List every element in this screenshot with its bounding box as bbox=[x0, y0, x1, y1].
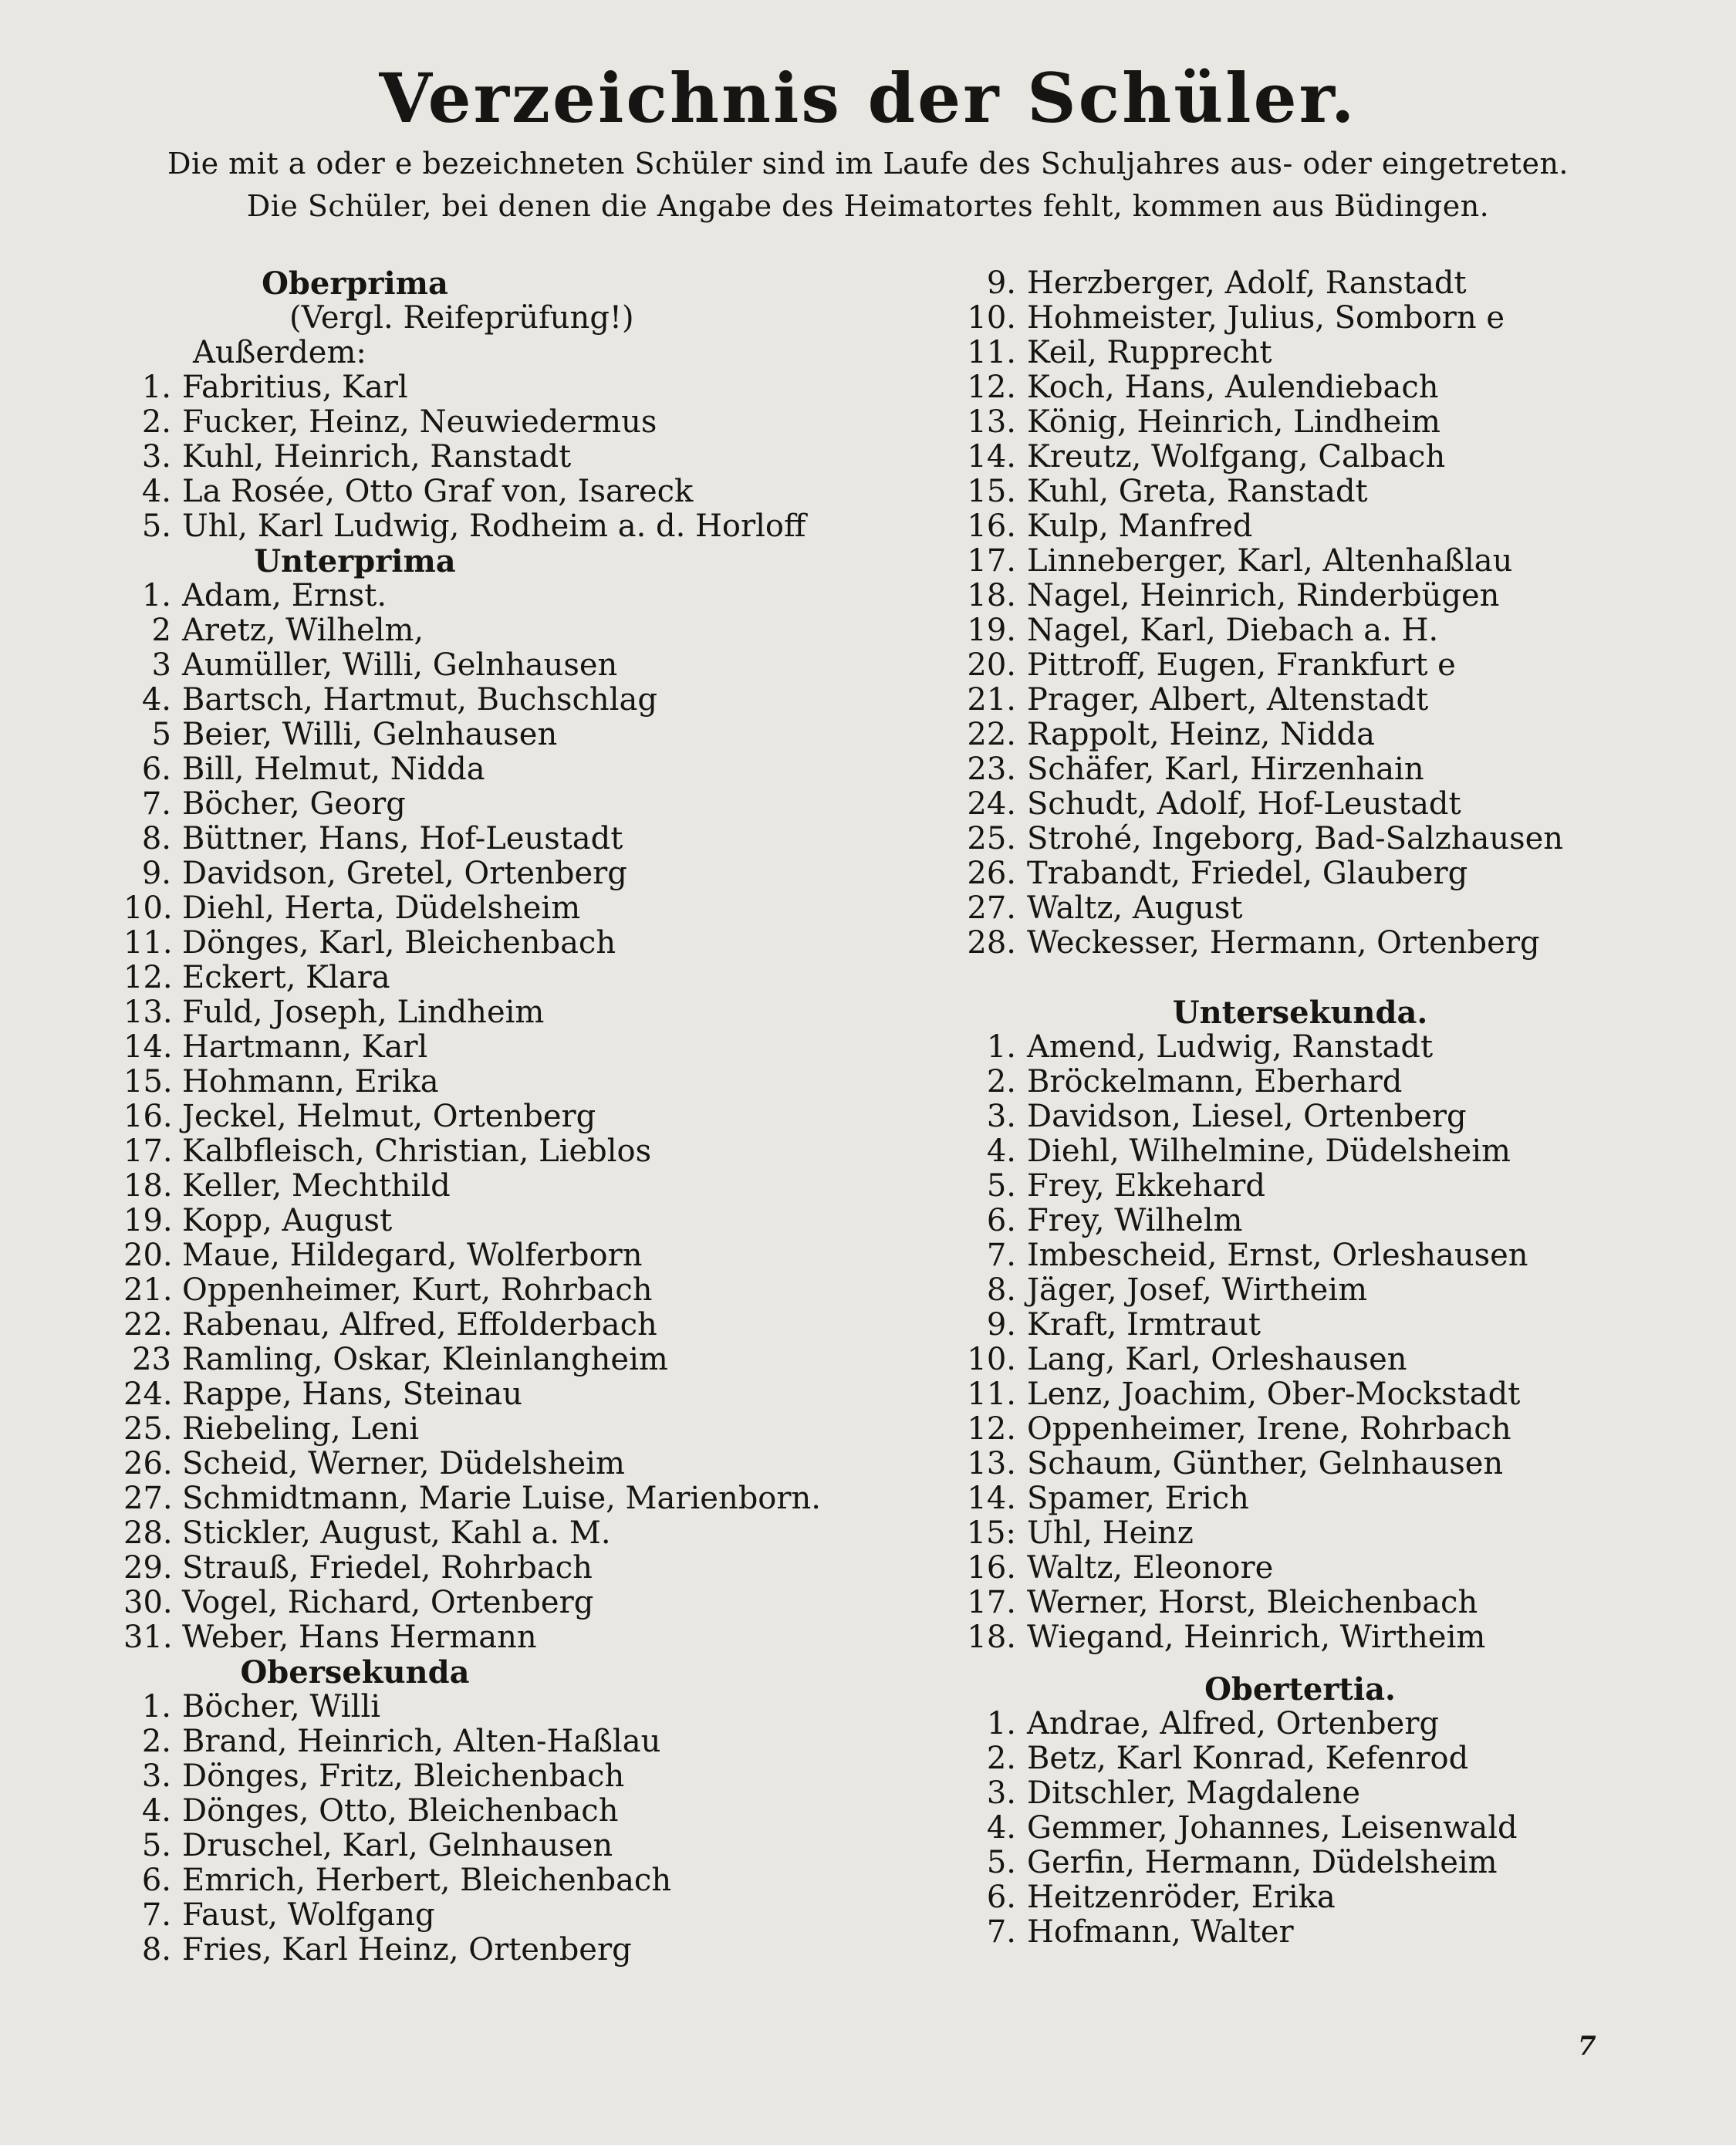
list-item-number: 16. bbox=[967, 508, 1016, 544]
list-item bbox=[953, 1880, 1678, 1915]
list-item-number: 7. bbox=[141, 786, 171, 822]
list-item bbox=[953, 1776, 1678, 1811]
student-entry: Diehl, Wilhelmine, Düdelsheim bbox=[1027, 1133, 1511, 1169]
list-item bbox=[953, 475, 1678, 509]
list-item-number: 8. bbox=[986, 1272, 1016, 1308]
list-item-number: 7. bbox=[986, 1238, 1016, 1273]
list-item bbox=[123, 509, 833, 544]
list-item-number: 23. bbox=[967, 752, 1016, 787]
student-entry: Eckert, Klara bbox=[182, 960, 390, 995]
list-item bbox=[123, 1447, 833, 1481]
list-item bbox=[953, 822, 1678, 856]
student-entry: Ramling, Oskar, Kleinlangheim bbox=[182, 1342, 668, 1377]
student-entry: Andrae, Alfred, Ortenberg bbox=[1027, 1706, 1440, 1741]
student-entry: Bröckelmann, Eberhard bbox=[1027, 1064, 1403, 1100]
student-entry: Werner, Horst, Bleichenbach bbox=[1027, 1585, 1478, 1620]
student-entry: Hohmann, Erika bbox=[182, 1064, 439, 1100]
list-item bbox=[953, 1204, 1678, 1238]
list-item-number: 10. bbox=[123, 890, 173, 926]
student-entry: Uhl, Karl Ludwig, Rodheim a. d. Horloff bbox=[182, 508, 806, 544]
list-item bbox=[953, 856, 1678, 891]
list-item bbox=[123, 1586, 833, 1620]
list-item-number: 22. bbox=[123, 1307, 173, 1343]
student-entry: Davidson, Liesel, Ortenberg bbox=[1027, 1099, 1467, 1134]
list-item bbox=[123, 752, 833, 787]
list-item bbox=[123, 1100, 833, 1134]
list-item-number: 26. bbox=[123, 1446, 173, 1481]
list-item-number: 15. bbox=[967, 474, 1016, 509]
student-entry: Scheid, Werner, Düdelsheim bbox=[182, 1446, 625, 1481]
student-entry: Büttner, Hans, Hof-Leustadt bbox=[182, 821, 623, 856]
list-item-number: 3. bbox=[986, 1775, 1016, 1811]
student-entry: Frey, Ekkehard bbox=[1027, 1168, 1265, 1204]
student-entry: Koch, Hans, Aulendiebach bbox=[1027, 370, 1439, 405]
list-item-number: 28. bbox=[967, 925, 1016, 961]
section-title-oberprima: Oberprima bbox=[262, 265, 448, 302]
student-entry: Schmidtmann, Marie Luise, Marienborn. bbox=[182, 1481, 821, 1516]
list-item bbox=[123, 1030, 833, 1065]
student-entry: Heitzenröder, Erika bbox=[1027, 1880, 1336, 1915]
student-entry: Schäfer, Karl, Hirzenhain bbox=[1027, 752, 1424, 787]
list-item bbox=[953, 1846, 1678, 1880]
list-item bbox=[123, 995, 833, 1030]
student-entry: Imbescheid, Ernst, Orleshausen bbox=[1027, 1238, 1528, 1273]
list-item bbox=[123, 1690, 833, 1724]
list-item bbox=[123, 1516, 833, 1551]
list-item bbox=[123, 1863, 833, 1898]
list-item bbox=[123, 1204, 833, 1238]
list-item-number: 15: bbox=[966, 1515, 1016, 1551]
student-entry: Amend, Ludwig, Ranstadt bbox=[1027, 1029, 1434, 1065]
student-entry: Weckesser, Hermann, Ortenberg bbox=[1027, 925, 1540, 961]
list-item bbox=[953, 405, 1678, 440]
list-item-number: 1. bbox=[141, 578, 171, 613]
list-item-number: 3. bbox=[986, 1099, 1016, 1134]
list-item bbox=[953, 891, 1678, 926]
list-item-number: 27. bbox=[123, 1481, 173, 1516]
list-item-number: 2. bbox=[141, 404, 171, 440]
student-entry: La Rosée, Otto Graf von, Isareck bbox=[182, 474, 694, 509]
student-entry: Fabritius, Karl bbox=[182, 370, 408, 405]
list-item-number: 25. bbox=[123, 1411, 173, 1447]
student-list-obertertia bbox=[953, 1707, 1678, 1950]
list-item bbox=[123, 718, 833, 752]
student-entry: Rabenau, Alfred, Effolderbach bbox=[182, 1307, 657, 1343]
list-item-number: 4. bbox=[986, 1810, 1016, 1846]
student-entry: Stickler, August, Kahl a. M. bbox=[182, 1515, 611, 1551]
list-item bbox=[953, 683, 1678, 718]
list-item bbox=[123, 1308, 833, 1343]
list-item bbox=[953, 1481, 1678, 1516]
student-entry: Maue, Hildegard, Wolferborn bbox=[182, 1238, 643, 1273]
student-list-obersekunda-right bbox=[953, 266, 1678, 961]
student-entry: Faust, Wolfgang bbox=[182, 1897, 435, 1933]
student-entry: Trabandt, Friedel, Glauberg bbox=[1027, 856, 1468, 891]
list-item-number: 24. bbox=[123, 1377, 173, 1412]
student-entry: Vogel, Richard, Ortenberg bbox=[182, 1585, 594, 1620]
list-item bbox=[123, 1933, 833, 1968]
list-item-number: 13. bbox=[967, 1446, 1016, 1481]
list-item bbox=[953, 1741, 1678, 1776]
list-item bbox=[123, 1273, 833, 1308]
list-item bbox=[123, 1134, 833, 1169]
list-item bbox=[953, 1030, 1678, 1065]
section-title-obertertia: Obertertia. bbox=[1204, 1671, 1396, 1708]
student-entry: Lang, Karl, Orleshausen bbox=[1027, 1342, 1407, 1377]
list-item-number: 2 bbox=[151, 613, 171, 648]
student-entry: Oppenheimer, Kurt, Rohrbach bbox=[182, 1272, 653, 1308]
list-item bbox=[953, 579, 1678, 613]
list-item bbox=[123, 613, 833, 648]
student-entry: Kulp, Manfred bbox=[1027, 508, 1253, 544]
list-item-number: 12. bbox=[967, 370, 1016, 405]
list-item bbox=[953, 509, 1678, 544]
student-entry: Jäger, Josef, Wirtheim bbox=[1027, 1272, 1367, 1308]
student-entry: Aretz, Wilhelm, bbox=[182, 613, 424, 648]
student-entry: Emrich, Herbert, Bleichenbach bbox=[182, 1863, 672, 1898]
list-item-number: 18. bbox=[123, 1168, 173, 1204]
list-item bbox=[123, 405, 833, 440]
list-item bbox=[123, 1620, 833, 1655]
list-item-number: 1. bbox=[986, 1706, 1016, 1741]
list-item bbox=[953, 1586, 1678, 1620]
list-item bbox=[123, 1377, 833, 1412]
list-item-number: 1. bbox=[141, 1689, 171, 1724]
list-item bbox=[953, 1134, 1678, 1169]
student-entry: Prager, Albert, Altenstadt bbox=[1027, 682, 1429, 718]
student-entry: Schudt, Adolf, Hof-Leustadt bbox=[1027, 786, 1461, 822]
list-item bbox=[953, 1377, 1678, 1412]
student-entry: Nagel, Heinrich, Rinderbügen bbox=[1027, 578, 1500, 613]
student-list-oberprima bbox=[123, 370, 833, 544]
list-item-number: 9. bbox=[986, 1307, 1016, 1343]
list-item bbox=[123, 856, 833, 891]
section-title-obersekunda: Obersekunda bbox=[240, 1654, 470, 1691]
list-item bbox=[953, 544, 1678, 579]
student-entry: Rappe, Hans, Steinau bbox=[182, 1377, 522, 1412]
oberprima-extra: Außerdem: bbox=[193, 335, 366, 370]
intro-note-hometown: Die Schüler, bei denen die Angabe des Heimatortes fehlt, kommen aus Büdingen. bbox=[246, 189, 1490, 223]
student-entry: Keil, Rupprecht bbox=[1027, 335, 1272, 370]
list-item bbox=[953, 1308, 1678, 1343]
list-item-number: 7. bbox=[141, 1897, 171, 1933]
list-item-number: 6. bbox=[986, 1203, 1016, 1238]
student-entry: Kuhl, Heinrich, Ranstadt bbox=[182, 439, 572, 475]
list-item bbox=[953, 266, 1678, 301]
student-entry: Fucker, Heinz, Neuwiedermus bbox=[182, 404, 657, 440]
list-item bbox=[953, 1169, 1678, 1204]
list-item bbox=[123, 370, 833, 405]
list-item bbox=[123, 891, 833, 926]
list-item-number: 17. bbox=[967, 1585, 1016, 1620]
list-item bbox=[123, 440, 833, 475]
student-entry: Strauß, Friedel, Rohrbach bbox=[182, 1550, 593, 1586]
student-entry: Aumüller, Willi, Gelnhausen bbox=[182, 647, 618, 683]
list-item-number: 17. bbox=[123, 1133, 173, 1169]
list-item-number: 5. bbox=[141, 508, 171, 544]
student-entry: Davidson, Gretel, Ortenberg bbox=[182, 856, 627, 891]
list-item-number: 12. bbox=[967, 1411, 1016, 1447]
list-item-number: 23 bbox=[132, 1342, 171, 1377]
list-item bbox=[953, 1915, 1678, 1950]
list-item-number: 17. bbox=[967, 543, 1016, 579]
student-entry: Gerfin, Hermann, Düdelsheim bbox=[1027, 1845, 1498, 1880]
student-entry: Dönges, Karl, Bleichenbach bbox=[182, 925, 616, 961]
student-entry: Nagel, Karl, Diebach a. H. bbox=[1027, 613, 1439, 648]
list-item-number: 11. bbox=[967, 335, 1016, 370]
list-item-number: 11. bbox=[123, 925, 173, 961]
student-entry: Kalbfleisch, Christian, Lieblos bbox=[182, 1133, 652, 1169]
list-item-number: 20. bbox=[967, 647, 1016, 683]
student-entry: Betz, Karl Konrad, Kefenrod bbox=[1027, 1741, 1469, 1776]
list-item-number: 15. bbox=[123, 1064, 173, 1100]
list-item bbox=[953, 613, 1678, 648]
student-entry: Diehl, Herta, Düdelsheim bbox=[182, 890, 581, 926]
list-item-number: 3. bbox=[141, 439, 171, 475]
list-item-number: 11. bbox=[967, 1377, 1016, 1412]
list-item bbox=[953, 926, 1678, 961]
list-item bbox=[953, 648, 1678, 683]
list-item-number: 5. bbox=[986, 1845, 1016, 1880]
list-item bbox=[953, 718, 1678, 752]
list-item-number: 8. bbox=[141, 1932, 171, 1968]
list-item-number: 9. bbox=[986, 265, 1016, 301]
list-item-number: 2. bbox=[986, 1064, 1016, 1100]
list-item bbox=[953, 440, 1678, 475]
student-entry: Kopp, August bbox=[182, 1203, 393, 1238]
student-entry: Kraft, Irmtraut bbox=[1027, 1307, 1261, 1343]
list-item-number: 2. bbox=[986, 1741, 1016, 1776]
student-entry: Lenz, Joachim, Ober-Mockstadt bbox=[1027, 1377, 1521, 1412]
list-item-number: 26. bbox=[967, 856, 1016, 891]
student-entry: Keller, Mechthild bbox=[182, 1168, 451, 1204]
student-entry: Rappolt, Heinz, Nidda bbox=[1027, 717, 1375, 752]
list-item-number: 20. bbox=[123, 1238, 173, 1273]
list-item bbox=[123, 1412, 833, 1447]
list-item bbox=[953, 1343, 1678, 1377]
list-item-number: 29. bbox=[123, 1550, 173, 1586]
list-item-number: 1. bbox=[141, 370, 171, 405]
student-entry: Kuhl, Greta, Ranstadt bbox=[1027, 474, 1368, 509]
list-item-number: 13. bbox=[123, 995, 173, 1030]
list-item bbox=[953, 1412, 1678, 1447]
list-item bbox=[123, 1898, 833, 1933]
list-item bbox=[123, 1829, 833, 1863]
list-item bbox=[123, 961, 833, 995]
list-item bbox=[123, 475, 833, 509]
left-column bbox=[123, 266, 833, 1968]
list-item-number: 4. bbox=[141, 682, 171, 718]
list-item-number: 8. bbox=[141, 821, 171, 856]
list-item-number: 24. bbox=[967, 786, 1016, 822]
list-item bbox=[953, 1551, 1678, 1586]
list-item bbox=[953, 1238, 1678, 1273]
student-entry: Riebeling, Leni bbox=[182, 1411, 420, 1447]
list-item bbox=[953, 1620, 1678, 1655]
list-item-number: 5. bbox=[986, 1168, 1016, 1204]
list-item bbox=[953, 1100, 1678, 1134]
list-item-number: 6. bbox=[141, 1863, 171, 1898]
list-item bbox=[953, 1447, 1678, 1481]
student-entry: Hohmeister, Julius, Somborn e bbox=[1027, 300, 1505, 336]
list-item bbox=[123, 1238, 833, 1273]
list-item bbox=[123, 822, 833, 856]
list-item-number: 13. bbox=[967, 404, 1016, 440]
student-entry: Beier, Willi, Gelnhausen bbox=[182, 717, 558, 752]
list-item-number: 25. bbox=[967, 821, 1016, 856]
list-item bbox=[123, 648, 833, 683]
student-entry: Bartsch, Hartmut, Buchschlag bbox=[182, 682, 657, 718]
student-entry: Pittroff, Eugen, Frankfurt e bbox=[1027, 647, 1456, 683]
list-item bbox=[123, 1759, 833, 1794]
list-item bbox=[123, 1724, 833, 1759]
list-item-number: 3 bbox=[151, 647, 171, 683]
student-list-obersekunda-left bbox=[123, 1690, 833, 1968]
list-item-number: 5 bbox=[151, 717, 171, 752]
student-entry: Waltz, Eleonore bbox=[1027, 1550, 1274, 1586]
list-item-number: 10. bbox=[967, 1342, 1016, 1377]
list-item-number: 14. bbox=[123, 1029, 173, 1065]
list-item-number: 6. bbox=[141, 752, 171, 787]
list-item bbox=[123, 579, 833, 613]
student-entry: Linneberger, Karl, Altenhaßlau bbox=[1027, 543, 1513, 579]
list-item-number: 3. bbox=[141, 1758, 171, 1794]
student-entry: Waltz, August bbox=[1027, 890, 1243, 926]
student-list-unterprima bbox=[123, 579, 833, 1655]
list-item-number: 14. bbox=[967, 1481, 1016, 1516]
list-item-number: 27. bbox=[967, 890, 1016, 926]
list-item-number: 21. bbox=[123, 1272, 173, 1308]
student-entry: Hofmann, Walter bbox=[1027, 1914, 1294, 1950]
list-item-number: 16. bbox=[123, 1099, 173, 1134]
list-item bbox=[953, 787, 1678, 822]
student-list-untersekunda bbox=[953, 1030, 1678, 1655]
list-item-number: 12. bbox=[123, 960, 173, 995]
list-item bbox=[123, 1794, 833, 1829]
student-entry: Spamer, Erich bbox=[1027, 1481, 1249, 1516]
list-item-number: 4. bbox=[986, 1133, 1016, 1169]
student-entry: Fuld, Joseph, Lindheim bbox=[182, 995, 545, 1030]
list-item-number: 22. bbox=[967, 717, 1016, 752]
student-entry: Strohé, Ingeborg, Bad-Salzhausen bbox=[1027, 821, 1564, 856]
student-entry: Hartmann, Karl bbox=[182, 1029, 428, 1065]
list-item bbox=[953, 1811, 1678, 1846]
list-item-number: 21. bbox=[967, 682, 1016, 718]
list-item-number: 14. bbox=[967, 439, 1016, 475]
student-entry: Frey, Wilhelm bbox=[1027, 1203, 1243, 1238]
list-item-number: 4. bbox=[141, 474, 171, 509]
list-item bbox=[953, 1065, 1678, 1100]
list-item bbox=[953, 301, 1678, 336]
student-entry: Gemmer, Johannes, Leisenwald bbox=[1027, 1810, 1518, 1846]
section-title-unterprima: Unterprima bbox=[254, 543, 456, 579]
list-item bbox=[123, 1169, 833, 1204]
student-entry: Schaum, Günther, Gelnhausen bbox=[1027, 1446, 1504, 1481]
list-item bbox=[953, 1516, 1678, 1551]
student-entry: Kreutz, Wolfgang, Calbach bbox=[1027, 439, 1446, 475]
intro-note-withdrawn: Die mit a oder e bezeichneten Schüler sind im Laufe des Schuljahres aus- oder eingetreten. bbox=[167, 147, 1569, 181]
section-title-untersekunda: Untersekunda. bbox=[1172, 995, 1428, 1031]
student-entry: Druschel, Karl, Gelnhausen bbox=[182, 1828, 613, 1863]
student-entry: Bill, Helmut, Nidda bbox=[182, 752, 485, 787]
list-item-number: 5. bbox=[141, 1828, 171, 1863]
list-item bbox=[953, 370, 1678, 405]
section-spacer bbox=[953, 961, 1678, 995]
right-column bbox=[953, 266, 1678, 1950]
list-item-number: 7. bbox=[986, 1914, 1016, 1950]
list-item bbox=[953, 1273, 1678, 1308]
student-entry: Böcher, Willi bbox=[182, 1689, 381, 1724]
oberprima-note: (Vergl. Reifeprüfung!) bbox=[289, 300, 634, 336]
list-item-number: 18. bbox=[967, 1620, 1016, 1655]
student-entry: König, Heinrich, Lindheim bbox=[1027, 404, 1440, 440]
list-item bbox=[123, 1481, 833, 1516]
list-item-number: 18. bbox=[967, 578, 1016, 613]
list-item-number: 10. bbox=[967, 300, 1016, 336]
page-title: Verzeichnis der Schüler. bbox=[379, 58, 1357, 138]
list-item-number: 19. bbox=[123, 1203, 173, 1238]
section-spacer bbox=[953, 1655, 1678, 1672]
list-item-number: 9. bbox=[141, 856, 171, 891]
list-item-number: 19. bbox=[967, 613, 1016, 648]
list-item-number: 6. bbox=[986, 1880, 1016, 1915]
list-item-number: 30. bbox=[123, 1585, 173, 1620]
list-item-number: 31. bbox=[123, 1620, 173, 1655]
list-item bbox=[123, 1551, 833, 1586]
list-item-number: 1. bbox=[986, 1029, 1016, 1065]
list-item bbox=[123, 787, 833, 822]
list-item-number: 16. bbox=[967, 1550, 1016, 1586]
student-entry: Uhl, Heinz bbox=[1027, 1515, 1194, 1551]
page-number: 7 bbox=[1578, 2031, 1596, 2062]
student-entry: Ditschler, Magdalene bbox=[1027, 1775, 1361, 1811]
list-item bbox=[123, 1065, 833, 1100]
student-entry: Brand, Heinrich, Alten-Haßlau bbox=[182, 1724, 661, 1759]
list-item-number: 28. bbox=[123, 1515, 173, 1551]
student-entry: Adam, Ernst. bbox=[182, 578, 387, 613]
student-entry: Wiegand, Heinrich, Wirtheim bbox=[1027, 1620, 1486, 1655]
student-entry: Oppenheimer, Irene, Rohrbach bbox=[1027, 1411, 1511, 1447]
student-entry: Weber, Hans Hermann bbox=[182, 1620, 537, 1655]
student-entry: Dönges, Fritz, Bleichenbach bbox=[182, 1758, 625, 1794]
list-item bbox=[123, 683, 833, 718]
list-item-number: 4. bbox=[141, 1793, 171, 1829]
list-item bbox=[123, 1343, 833, 1377]
student-entry: Böcher, Georg bbox=[182, 786, 406, 822]
list-item bbox=[953, 1707, 1678, 1741]
student-entry: Jeckel, Helmut, Ortenberg bbox=[182, 1099, 596, 1134]
list-item bbox=[953, 752, 1678, 787]
student-entry: Herzberger, Adolf, Ranstadt bbox=[1027, 265, 1467, 301]
list-item bbox=[953, 336, 1678, 370]
list-item-number: 2. bbox=[141, 1724, 171, 1759]
list-item bbox=[123, 926, 833, 961]
student-entry: Dönges, Otto, Bleichenbach bbox=[182, 1793, 619, 1829]
student-entry: Fries, Karl Heinz, Ortenberg bbox=[182, 1932, 632, 1968]
